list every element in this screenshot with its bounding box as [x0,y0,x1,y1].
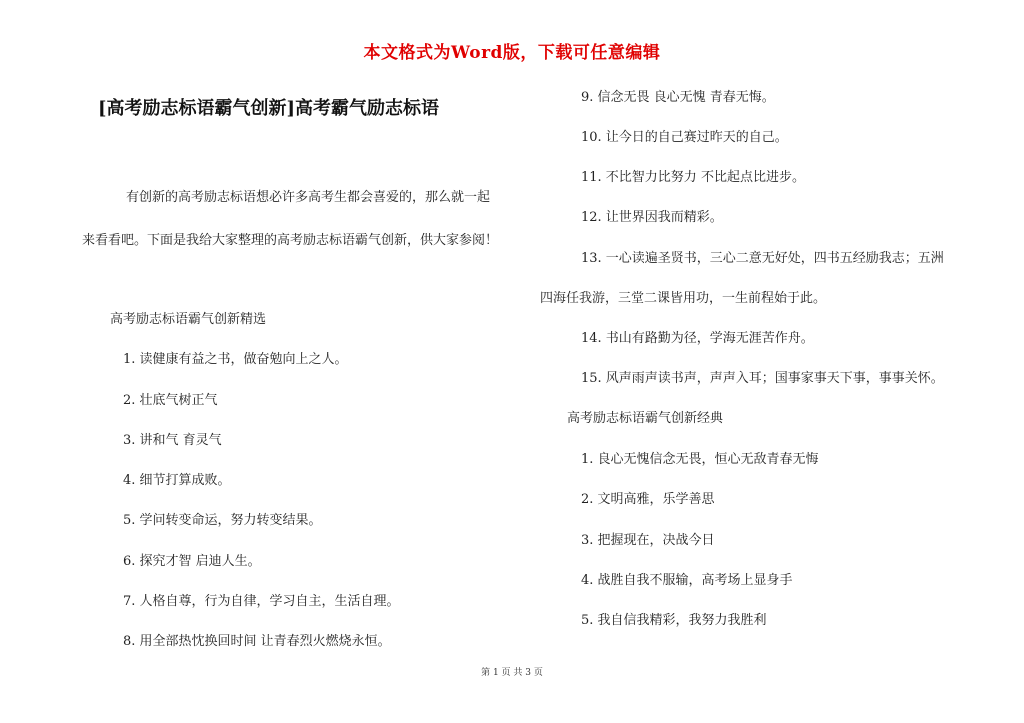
list-item: 10. 让今日的自己赛过昨天的自己。 [581,130,788,145]
list-item: 9. 信念无畏 良心无愧 青春无悔。 [581,90,775,105]
section-heading: 高考励志标语霸气创新精选 [110,312,267,327]
intro-line: 有创新的高考励志标语想必许多高考生都会喜爱的，那么就一起 [126,190,491,205]
list-item: 7. 人格自尊，行为自律，学习自主，生活自理。 [123,594,400,609]
list-item: 3. 讲和气 育灵气 [123,433,222,448]
list-item: 15. 风声雨声读书声，声声入耳；国事家事天下事，事事关怀。 [581,371,944,386]
list-item: 2. 文明高雅，乐学善思 [581,492,715,507]
document-title: [高考励志标语霸气创新]高考霸气励志标语 [98,98,440,119]
list-item: 11. 不比智力比努力 不比起点比进步。 [581,170,805,185]
list-item: 1. 良心无愧信念无畏，恒心无敌青春无悔 [581,452,819,467]
intro-line: 来看看吧。下面是我给大家整理的高考励志标语霸气创新，供大家参阅！ [82,233,499,248]
list-item: 3. 把握现在，决战今日 [581,533,715,548]
list-item: 5. 学问转变命运，努力转变结果。 [123,513,322,528]
page-number-footer: 第 1 页 共 3 页 [481,668,543,678]
list-item: 14. 书山有路勤为径，学海无涯苦作舟。 [581,331,814,346]
list-item: 6. 探究才智 启迪人生。 [123,554,261,569]
list-item: 13. 一心读遍圣贤书，三心二意无好处，四书五经励我志；五洲 [581,251,944,266]
list-item: 8. 用全部热忱换回时间 让青春烈火燃烧永恒。 [123,634,391,649]
list-item: 5. 我自信我精彩，我努力我胜利 [581,613,767,628]
download-banner: 本文格式为Word版，下载可任意编辑 [363,43,661,63]
list-item: 2. 壮底气树正气 [123,393,218,408]
list-item: 4. 细节打算成败。 [123,473,231,488]
list-item: 12. 让世界因我而精彩。 [581,210,723,225]
list-item: 1. 读健康有益之书，做奋勉向上之人。 [123,352,348,367]
section-heading: 高考励志标语霸气创新经典 [567,411,724,426]
list-item-continuation: 四海任我游，三堂二课皆用功，一生前程始于此。 [540,291,827,306]
list-item: 4. 战胜自我不服输，高考场上显身手 [581,573,793,588]
